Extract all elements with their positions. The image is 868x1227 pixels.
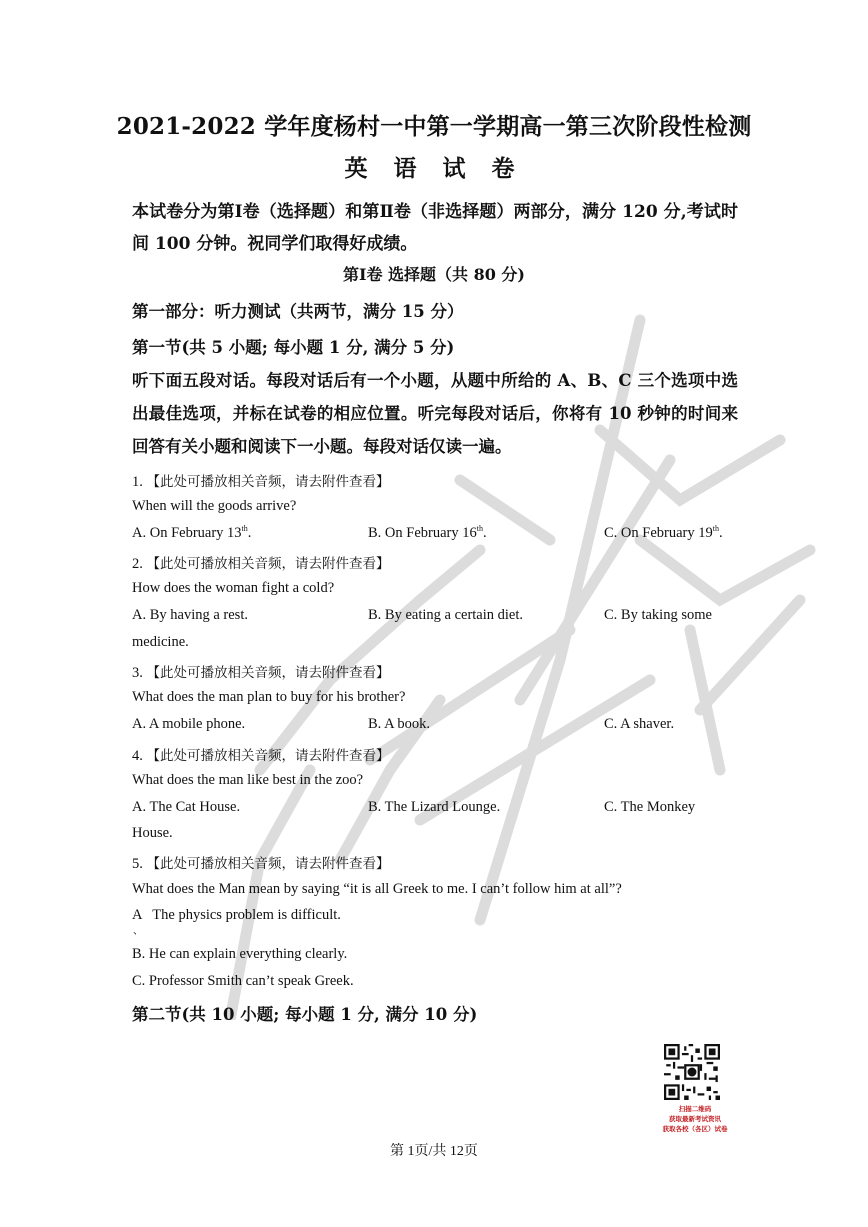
exam-title: 2021-2022 学年度杨村一中第一学期高一第三次阶段性检测 [116,113,752,140]
question-1-option-c: C. On February 19th. [604,524,723,541]
qr-code-image[interactable] [664,1044,720,1100]
question-4-header [132,744,390,765]
question-5-option-c: C. Professor Smith can’t speak Greek. [132,973,354,989]
section1-instructions: 听下面五段对话。每段对话后有一个小题，从题中所给的 A、B、C 三个选项中选出最佳选项，并标在试卷的相应位置。听完每段对话后，你将有 10 秒钟的时间来回答有关小题和阅读下一小题。每段对话仅读一遍。 [132,371,738,456]
question-2-option-a: A. By having a rest. [132,607,248,623]
question-5-option-a: A The physics problem is difficult. [132,907,341,923]
question-1-option-a: A. On February 13th. [132,524,252,541]
page-number-footer: 第 1页/共 12页 [390,1144,478,1159]
section2-heading: 第二节(共 10 小题; 每小题 1 分, 满分 10 分) [132,1005,478,1024]
question-number: 5. [132,856,143,872]
part1-heading: 第一部分：听力测试（共两节，满分 15 分） [132,302,464,321]
question-2-option-b: B. By eating a certain diet. [368,607,524,623]
qr-caption-line-2: 获取最新考试资讯 [669,1115,721,1123]
question-3-stem: What does the man plan to buy for his brother? [132,689,406,705]
question-4-option-b: B. The Lizard Lounge. [368,799,501,815]
audio-note: 【此处可播放相关音频，请去附件查看】 [146,665,390,681]
question-4-option-c: C. The Monkey [604,799,696,815]
section1-heading: 第一节(共 5 小题; 每小题 1 分, 满分 5 分) [132,338,455,357]
question-3-option-b: B. A book. [368,716,431,732]
exam-intro: 本试卷分为第Ⅰ卷（选择题）和第Ⅱ卷（非选择题）两部分，满分 120 分,考试时间 100 分钟。祝同学们取得好成绩。 [132,202,738,254]
question-2-header [132,552,390,573]
audio-note: 【此处可播放相关音频，请去附件查看】 [146,748,390,764]
question-2-option-c-wrap: medicine. [132,634,189,650]
question-5-option-a-mark: 、 [133,926,143,937]
question-number: 1. [132,474,143,490]
exam-subtitle: 英 语 试 卷 [344,155,524,182]
qr-caption-line-1: 扫描二维码 [678,1105,712,1113]
qr-caption-line-3: 获取各校（各区）试卷 [662,1125,728,1133]
question-2-option-c: C. By taking some [604,607,712,623]
question-number: 3. [132,665,143,681]
question-5-header [132,852,390,873]
audio-note: 【此处可播放相关音频，请去附件查看】 [146,556,390,572]
question-5-stem: What does the Man mean by saying “it is all Greek to me. I can’t follow him at all”? [132,881,622,897]
volume1-heading: 第Ⅰ卷 选择题（共 80 分) [342,265,526,284]
question-number: 4. [132,748,143,764]
question-5-option-b: B. He can explain everything clearly. [132,946,348,962]
audio-note: 【此处可播放相关音频，请去附件查看】 [146,856,390,872]
question-number: 2. [132,556,143,572]
question-1-stem: When will the goods arrive? [132,498,297,514]
question-1-option-b: B. On February 16th. [368,524,487,541]
question-4-stem: What does the man like best in the zoo? [132,772,364,788]
audio-note: 【此处可播放相关音频，请去附件查看】 [146,474,390,490]
question-4-option-c-wrap: House. [132,825,173,841]
question-3-header [132,661,390,682]
question-2-stem: How does the woman fight a cold? [132,580,335,596]
question-3-option-a: A. A mobile phone. [132,716,246,732]
question-4-option-a: A. The Cat House. [132,799,241,815]
question-3-option-c: C. A shaver. [604,716,675,732]
question-1-header [132,470,390,491]
